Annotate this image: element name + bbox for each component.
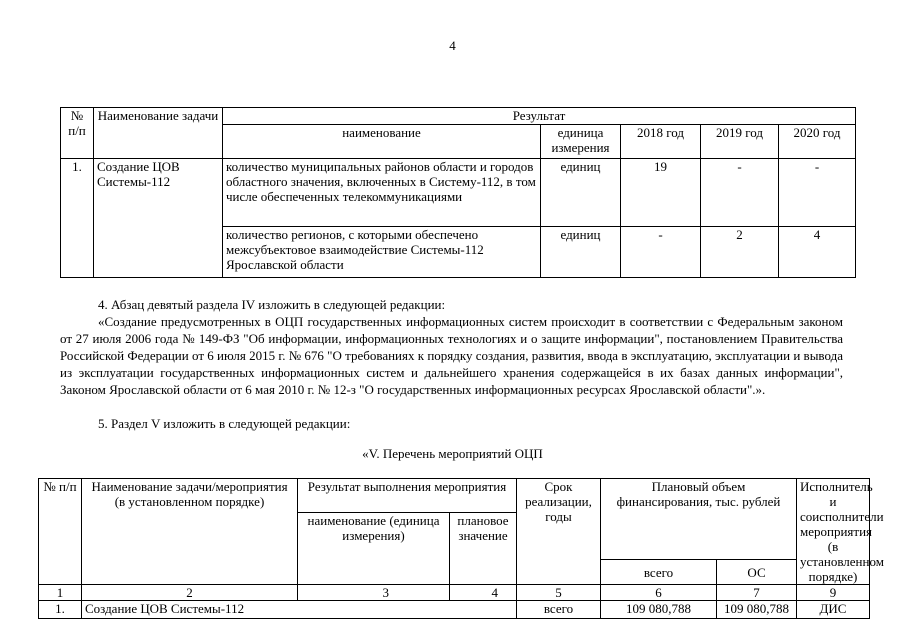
header-result: Результат [223, 108, 856, 125]
page-number: 4 [449, 38, 456, 53]
row-name: количество муниципальных районов области и городов областного значения, включенных в Систему-112, в том числе обеспеченных телекоммуникациями [223, 159, 541, 227]
row-2018: - [621, 227, 701, 278]
col-number: 5 [517, 585, 601, 601]
row-executor: ДИС [797, 601, 870, 619]
header-name: наименование [223, 125, 541, 159]
row-total: 109 080,788 [601, 601, 717, 619]
header-2019: 2019 год [701, 125, 779, 159]
row-2018: 19 [621, 159, 701, 227]
paragraph-4: 4. Абзац девятый раздела IV изложить в следующей редакции: [98, 297, 446, 312]
header-os: ОС [717, 560, 797, 585]
col-number: 2 [82, 585, 298, 601]
header-num: № п/п [39, 479, 82, 585]
row-2019: 2 [701, 227, 779, 278]
col-number: 1 [39, 585, 82, 601]
column-numbers-row [39, 585, 870, 601]
results-table [60, 107, 856, 278]
paragraph-5: 5. Раздел V изложить в следующей редакции: [98, 416, 351, 431]
header-planned: плановое значение [450, 513, 517, 585]
row-2020: 4 [779, 227, 856, 278]
row-unit: единиц [541, 227, 621, 278]
header-funding: Плановый объем финансирования, тыс. рублей [601, 479, 797, 560]
row-os: 109 080,788 [717, 601, 797, 619]
row-name: количество регионов, с которыми обеспечено межсубъектовое взаимодействие Системы-112 Ярославской области [223, 227, 541, 278]
quote-paragraph: «Создание предусмотренных в ОЦП государственных информационных систем происходит в соответствии с Федеральным законом от 27 июля 2006 года № 149-ФЗ "Об информации, информационных технологиях и о защите информации", постановлением Правительства Российской Федерации от 6 июля 2015 г. № 676 "О требованиях к порядку создания, развития, ввода в эксплуатацию, эксплуатации и вывода из эксплуатации государственных информационных систем и дальнейшего хранения содержащейся в их базах данных информации", Законом Ярославской области от 6 мая 2010 г. № 12-з "О государственных информационных ресурсах Ярославской области".». [60, 314, 843, 397]
row-unit: единиц [541, 159, 621, 227]
header-2018: 2018 год [621, 125, 701, 159]
col-number: 6 [601, 585, 717, 601]
header-task: Наименование задачи [94, 108, 223, 159]
header-num: № п/п [61, 108, 94, 159]
table-row [61, 159, 856, 227]
col-number: 4 [450, 585, 517, 601]
header-result: Результат выполнения мероприятия [298, 479, 517, 513]
table-row [39, 601, 870, 619]
header-period: Срок реализации, годы [517, 479, 601, 585]
col-number: 9 [797, 585, 870, 601]
row-num: 1. [39, 601, 82, 619]
col-number: 3 [298, 585, 450, 601]
activities-table [38, 478, 884, 619]
header-2020: 2020 год [779, 125, 856, 159]
header-unit: единица измерения [541, 125, 621, 159]
header-executor: Исполнитель и соисполнители мероприятия (в установленном порядке) [797, 479, 870, 585]
row-num: 1. [61, 159, 94, 278]
row-2019: - [701, 159, 779, 227]
header-total: всего [601, 560, 717, 585]
header-result-name: наименование (единица измерения) [298, 513, 450, 585]
col-number: 7 [717, 585, 797, 601]
row-task: Создание ЦОВ Системы-112 [82, 601, 517, 619]
row-2020: - [779, 159, 856, 227]
section-title: «V. Перечень мероприятий ОЦП [362, 446, 543, 461]
row-task: Создание ЦОВ Системы-112 [94, 159, 223, 278]
header-task: Наименование задачи/мероприятия (в установленном порядке) [82, 479, 298, 585]
row-period: всего [517, 601, 601, 619]
